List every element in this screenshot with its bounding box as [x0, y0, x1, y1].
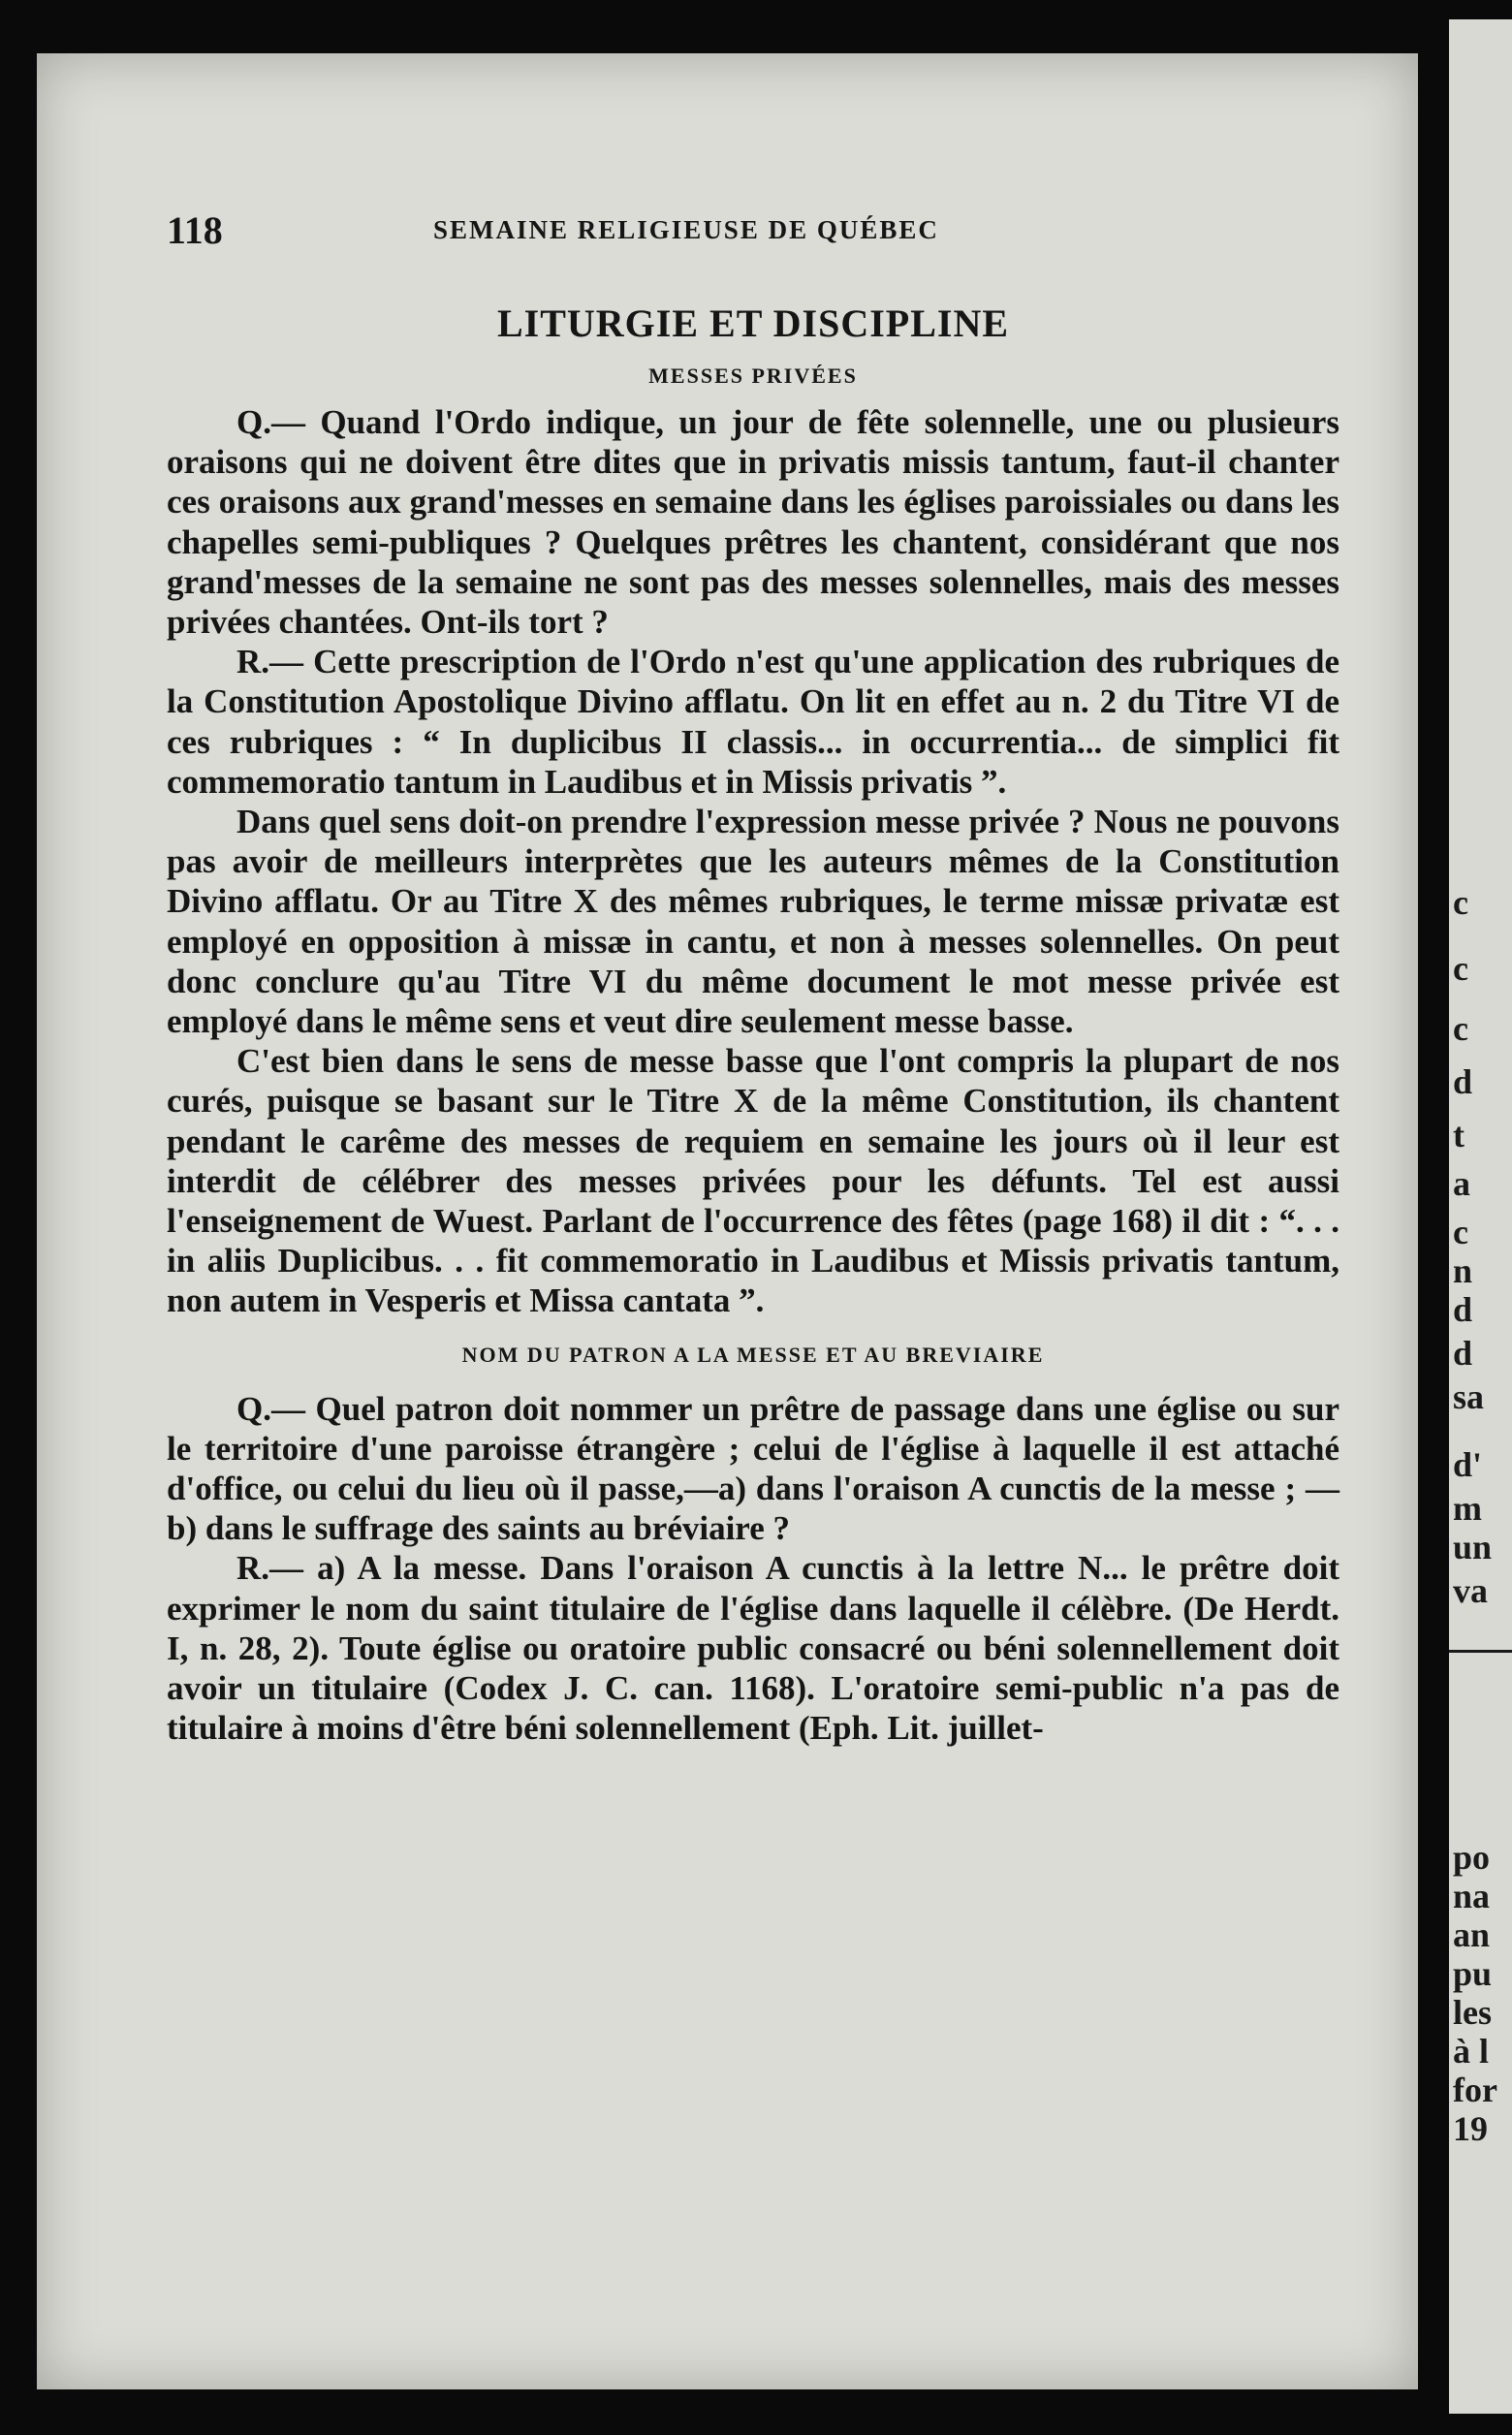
adjacent-fragment: à l [1453, 2032, 1490, 2071]
adjacent-fragment: an [1453, 1915, 1491, 1954]
page-header [167, 194, 1339, 262]
page-content [167, 194, 1339, 1749]
adjacent-fragment: for [1453, 2071, 1497, 2109]
adjacent-fragment: c [1453, 1213, 1468, 1251]
adjacent-fragment: c [1453, 949, 1468, 988]
paragraph-body: Dans quel sens doit-on prendre l'expression messe privée ? Nous ne pouvons pas avoir de meilleurs interprètes que les auteurs mêmes de la Constitution Divino afflatu. Or au Titre X des mêmes rubriques, le terme missæ privatæ est employé en opposition à missæ in cantu, et non à messes solennelles. On peut donc conclure qu'au Titre VI du même document le mot messe privée est employé dans le même sens et veut dire seulement messe basse. [167, 803, 1339, 1041]
section-title: LITURGIE ET DISCIPLINE [496, 301, 1010, 345]
adjacent-fragment: les [1453, 1993, 1492, 2032]
adjacent-fragment: d [1453, 1290, 1473, 1329]
adjacent-fragment: m [1453, 1489, 1482, 1528]
running-head: SEMAINE RELIGIEUSE DE QUÉBEC [433, 215, 939, 244]
adjacent-fragment: c [1453, 1009, 1468, 1048]
adjacent-fragment: un [1453, 1528, 1493, 1566]
adjacent-fragment: a [1453, 1164, 1470, 1203]
paragraph-body: C'est bien dans le sens de messe basse que l'ont compris la plupart de nos curés, puisque se basant sur le Titre X de la même Constitution, ils chantent pendant le carême des messes de requiem en semaine les jours où il leur est interdit de célébrer des messes privées pour les défunts. Tel est aussi l'enseignement de Wuest. Parlant de l'occurrence des fêtes (page 168) il dit : “. . . in aliis Duplicibus. . . fit commemoratio in Laudibus et Missis privatis tantum, non autem in Vesperis et Missa cantata ”. [167, 1042, 1339, 1320]
adjacent-fragment: d' [1453, 1445, 1483, 1484]
paragraph-question-2: Q.— Quel patron doit nommer un prêtre de passage dans une église ou sur le territoire d'une paroisse étrangère ; celui de l'église à laquelle il est attaché d'office, ou celui du lieu où il passe,—a) dans l'oraison A cunctis de la messe ; — b) dans le suffrage des saints au bréviaire ? [167, 1389, 1339, 1548]
adjacent-fragment: po [1453, 1838, 1491, 1877]
adjacent-fragment: va [1453, 1571, 1488, 1610]
adjacent-fragment: d [1453, 1062, 1473, 1101]
adjacent-fragment: c [1453, 883, 1468, 922]
adjacent-fragment: t [1453, 1116, 1465, 1154]
subhead-nom-du-patron: NOM DU PATRON A LA MESSE ET AU BREVIAIRE [461, 1342, 1045, 1367]
adjacent-fragment: sa [1453, 1377, 1485, 1416]
paragraph-answer-2: R.— a) A la messe. Dans l'oraison A cunctis à la lettre N... le prêtre doit exprimer le nom du saint titulaire de l'église dans laquelle il célèbre. (De Herdt. I, n. 28, 2). Toute église ou oratoire public consacré ou béni solennellement doit avoir un titulaire (Codex J. C. can. 1168). L'oratoire semi-public n'a pas de titulaire à moins d'être béni solennellement (Eph. Lit. juillet- [167, 1549, 1339, 1748]
adjacent-page-strip [1449, 19, 1512, 2414]
adjacent-fragment: pu [1453, 1954, 1493, 1993]
paragraph-question-1: Q.— Quand l'Ordo indique, un jour de fête solennelle, une ou plusieurs oraisons qui ne doivent être dites que in privatis missis tantum, faut-il chanter ces oraisons aux grand'messes en semaine dans les églises paroissiales ou dans les chapelles semi-publiques ? Quelques prêtres les chantent, considérant que nos grand'messes de la semaine ne sont pas des messes solennelles, mais des messes privées chantées. Ont-ils tort ? [167, 403, 1339, 642]
adjacent-fragment: 19 [1453, 2109, 1488, 2148]
adjacent-fragment: na [1453, 1877, 1491, 1915]
page-number: 118 [167, 208, 223, 252]
subhead-messes-privees: MESSES PRIVÉES [648, 364, 858, 388]
adjacent-rule [1449, 1650, 1512, 1653]
adjacent-fragment: n [1453, 1251, 1473, 1290]
paragraph-answer-1: R.— Cette prescription de l'Ordo n'est qu'une application des rubriques de la Constitution Apostolique Divino afflatu. On lit en effet au n. 2 du Titre VI de ces rubriques : “ In duplicibus II classis... in occurrentia... de simplici fit commemoratio tantum in Laudibus et in Missis privatis ”. [167, 643, 1339, 801]
adjacent-fragment: d [1453, 1334, 1473, 1373]
